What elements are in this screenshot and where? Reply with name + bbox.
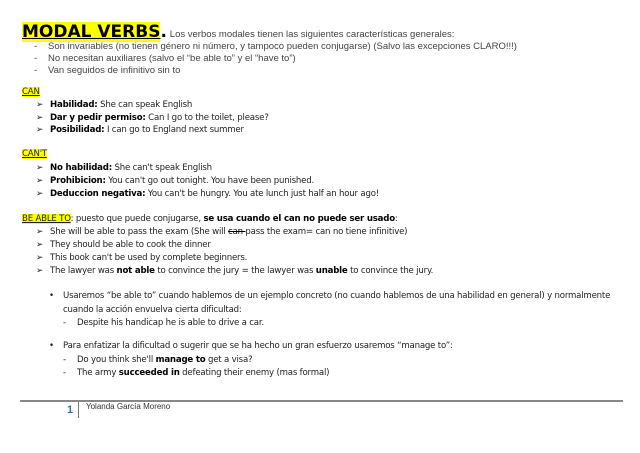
section-heading-be-able-to: BE ABLE TO: [22, 214, 71, 224]
section-heading-cant: CAN'T: [22, 149, 47, 159]
note-text: Usaremos “be able to” cuando hablemos de un ejemplo concreto (no cuando hablemos de una habilidad en general) y normalmente: [63, 291, 611, 301]
item-bold: unable: [315, 266, 348, 276]
general-item: - No necesitan auxiliares (salvo el “be able to” y el “have to”): [34, 53, 296, 64]
note-bullet: • Usaremos “be able to” cuando hablemos de un ejemplo concreto (no cuando hablemos de una habilidad en general) y normalmente: [49, 291, 611, 301]
section-heading-can: CAN: [22, 87, 40, 97]
example-bold: manage to: [155, 355, 206, 365]
item-bold: not able: [116, 266, 155, 276]
footer-divider: [78, 402, 79, 418]
general-text: Son invariables (no tienen género ni número, y tampoco pueden conjugarse) (Salvo las excepciones CLARO!!!): [48, 41, 517, 52]
general-item: - Van seguidos de infinitivo sin to: [34, 65, 181, 76]
list-item: ➢ Dar y pedir permiso: Can I go to the toilet, please?: [36, 113, 269, 123]
item-label: No habilidad:: [50, 163, 112, 173]
intro-text: : puesto que puede conjugarse,: [70, 214, 204, 224]
item-text: pass the exam= can no tiene infinitive): [245, 227, 408, 237]
list-item: ➢ They should be able to cook the dinner: [36, 240, 211, 250]
item-text: You can't go out tonight. You have been punished.: [105, 176, 315, 186]
note-text: Para enfatizar la dificultad o sugerir que se ha hecho un gran esfuerzo usaremos “manage to”:: [63, 341, 453, 351]
able-intro: [22, 213, 398, 225]
item-label: Posibilidad:: [50, 125, 105, 135]
item-text: The lawyer was: [50, 266, 117, 276]
footer-author: Yolanda García Moreno: [86, 402, 171, 411]
note-example: - The army succeeded in defeating their enemy (mas formal): [63, 368, 330, 378]
example-text: Despite his handicap he is able to drive a car.: [77, 318, 264, 328]
general-text: No necesitan auxiliares (salvo el “be able to” y el “have to”): [48, 53, 296, 64]
list-item: ➢ She will be able to pass the exam (She will can pass the exam= can no tiene infinitive): [36, 227, 408, 237]
item-label: Prohibicion:: [50, 176, 106, 186]
item-text: They should be able to cook the dinner: [50, 240, 211, 250]
example-text: defeating their enemy (mas formal): [179, 368, 330, 378]
intro-end: :: [394, 214, 398, 224]
note-bullet: • Para enfatizar la dificultad o sugerir que se ha hecho un gran esfuerzo usaremos “manage to”:: [49, 341, 453, 351]
item-text: to convince the jury.: [347, 266, 434, 276]
title-dot: .: [160, 22, 167, 42]
example-text: get a visa?: [205, 355, 253, 365]
list-item: ➢ Posibilidad: I can go to England next summer: [36, 125, 244, 135]
intro-bold: se usa cuando el can no puede ser usado: [203, 214, 395, 224]
example-text: The army: [77, 368, 119, 378]
list-item: ➢ Prohibicion: You can't go out tonight. You have been punished.: [36, 176, 315, 186]
note-text: cuando la acción envuelva cierta dificultad:: [63, 305, 242, 315]
item-label: Deduccion negativa:: [50, 189, 146, 199]
list-item: ➢ Habilidad: She can speak English: [36, 100, 193, 110]
item-text: She will be able to pass the exam (She will: [50, 227, 229, 237]
struck-text: can: [228, 227, 246, 237]
item-text: She can't speak English: [111, 163, 212, 173]
list-item: ➢ Deduccion negativa: You can't be hungry. You ate lunch just half an hour ago!: [36, 189, 380, 199]
item-text: to convince the jury = the lawyer was: [154, 266, 316, 276]
example-text: Do you think she'll: [77, 355, 156, 365]
general-item: - Son invariables (no tienen género ni número, y tampoco pueden conjugarse) (Salvo las excepciones CLARO!!!): [34, 41, 517, 52]
item-text: I can go to England next summer: [104, 125, 244, 135]
note-example: - Despite his handicap he is able to drive a car.: [63, 318, 264, 328]
general-text: Van seguidos de infinitivo sin to: [48, 65, 181, 76]
title-line: [22, 22, 454, 42]
item-text: You can't be hungry. You ate lunch just half an hour ago!: [145, 189, 380, 199]
list-item: ➢ This book can't be used by complete beginners.: [36, 253, 248, 263]
item-label: Habilidad:: [50, 100, 98, 110]
example-bold: succeeded in: [118, 368, 180, 378]
list-item: ➢ No habilidad: She can't speak English: [36, 163, 212, 173]
page-number: 1: [67, 404, 74, 416]
item-text: Can I go to the toilet, please?: [145, 113, 269, 123]
item-text: This book can't be used by complete beginners.: [50, 253, 248, 263]
page-title: MODAL VERBS: [22, 22, 161, 42]
note-example: - Do you think she'll manage to get a visa?: [63, 355, 253, 365]
title-intro: Los verbos modales tienen las siguientes características generales:: [169, 29, 455, 40]
item-label: Dar y pedir permiso:: [50, 113, 146, 123]
item-text: She can speak English: [97, 100, 193, 110]
list-item: ➢ The lawyer was not able to convince the jury = the lawyer was unable to convince the jury.: [36, 266, 434, 276]
